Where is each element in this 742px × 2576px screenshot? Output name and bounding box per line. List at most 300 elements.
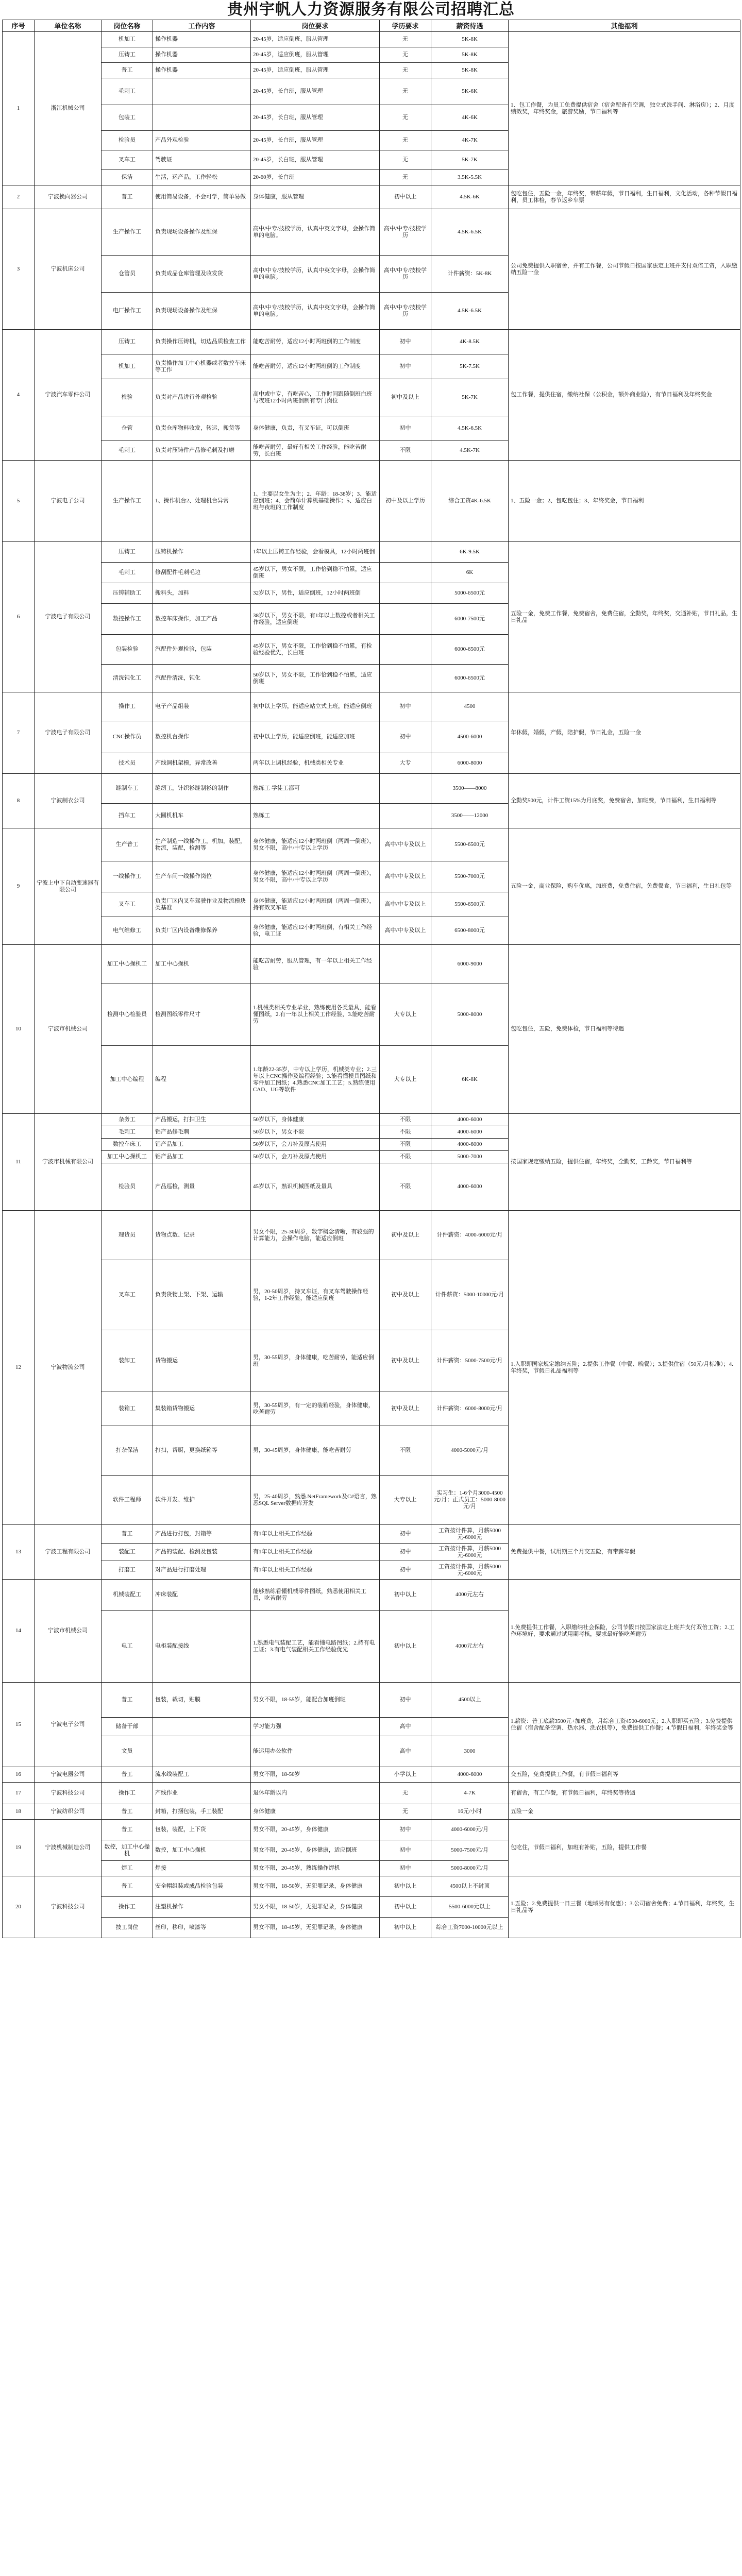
position-name: 加工中心操机工: [102, 1151, 153, 1163]
company-name: 宁波科技公司: [35, 1876, 102, 1938]
salary: 5500-6000元以上: [431, 1897, 509, 1918]
position-name: 压铸工: [102, 47, 153, 63]
salary: 5K-8K: [431, 63, 509, 78]
salary: 6000-6500元: [431, 665, 509, 692]
position-requirement: 1.机械类相关专业毕业，熟练使用各类量具，能看懂图纸，2.有一年以上相关工作经验，3.能吃苦耐劳: [251, 984, 380, 1046]
education-requirement: [380, 945, 431, 984]
position-requirement: 38岁以下，男女不限，有1年以上数控或者相关工作经验，适应倒班: [251, 604, 380, 635]
position-name: 加工中心编程: [102, 1046, 153, 1114]
company-name: 宁波电子公司: [35, 461, 102, 542]
salary: 5K-7.5K: [431, 354, 509, 379]
work-content: 产线调机架模，异常改善: [153, 753, 251, 774]
row-number: 8: [3, 774, 35, 828]
education-requirement: 无: [380, 78, 431, 105]
table-row: [3, 1525, 740, 1544]
other-benefits: 公司免费提供入职宿舍，并有工作餐，公司节假日按国家法定上班并支付双倍工资，入职缴纳五险一金: [509, 209, 740, 330]
header-position: 岗位名称: [102, 20, 153, 32]
row-number: 18: [3, 1804, 35, 1820]
position-requirement: 能运用办公软件: [251, 1736, 380, 1767]
education-requirement: [380, 665, 431, 692]
position-name: 毛刺工: [102, 1126, 153, 1139]
work-content: 生活，运产品，工作轻松: [153, 170, 251, 185]
work-content: 加工中心操机: [153, 945, 251, 984]
position-name: 检验: [102, 379, 153, 416]
position-name: 装卸工: [102, 1330, 153, 1392]
position-name: 技术员: [102, 753, 153, 774]
table-row: [3, 209, 740, 256]
position-name: 生产操作工: [102, 461, 153, 542]
work-content: 焊接: [153, 1861, 251, 1876]
work-content: 负责现场设备操作及维保: [153, 293, 251, 330]
education-requirement: 无: [380, 105, 431, 131]
salary: 5000-8000元/月: [431, 1861, 509, 1876]
work-content: 注塑机操作: [153, 1897, 251, 1918]
other-benefits: 有宿舍，有工作餐，有节假日福利，年终奖等待遇: [509, 1783, 740, 1804]
education-requirement: 初中: [380, 1820, 431, 1840]
company-name: 宁波电子公司: [35, 1683, 102, 1767]
page-title: 贵州宇帆人力资源服务有限公司招聘汇总: [227, 1, 515, 18]
salary: 工资按计件算，月薪5000元-6000元: [431, 1525, 509, 1544]
other-benefits: 年休假，婚假，产假，陪护假，节日礼金，五险一金: [509, 692, 740, 774]
position-requirement: 有1年以上相关工作经验: [251, 1561, 380, 1580]
row-number: 9: [3, 828, 35, 945]
position-requirement: 1.熟悉电气装配工艺，能看懂电路图纸；2.持有电工证；3.有电气装配相关工作经验优先: [251, 1611, 380, 1683]
work-content: 负责货物上架、下架、运输: [153, 1260, 251, 1330]
education-requirement: 初中: [380, 354, 431, 379]
salary: 6K-9.5K: [431, 542, 509, 563]
education-requirement: [380, 583, 431, 604]
salary: 4K-8.5K: [431, 330, 509, 354]
work-content: 编程: [153, 1046, 251, 1114]
salary: 实习生：1-6个月3000-4500元/月；正式员工：5000-8000元/月: [431, 1476, 509, 1525]
position-requirement: 身体健康，能适应12小时两班倒（两周一倒班），男女不限，高中/中专以上学历: [251, 828, 380, 861]
education-requirement: 高中/中专及以上: [380, 892, 431, 917]
position-requirement: 能吃苦耐劳，适应12小时两班倒的工作制度: [251, 354, 380, 379]
header-requirement: 岗位要求: [251, 20, 380, 32]
position-requirement: 32岁以下，男性，适应倒班，12小时两班倒: [251, 583, 380, 604]
education-requirement: 初中及以上: [380, 1330, 431, 1392]
position-name: 装箱工: [102, 1392, 153, 1426]
work-content: 负责对产品进行外观检验: [153, 379, 251, 416]
salary: 16元/小时: [431, 1804, 509, 1820]
table-row: [3, 330, 740, 354]
work-content: 货物搬运: [153, 1330, 251, 1392]
other-benefits: 1.免费提供工作餐，入职缴纳社会保险，公司节假日按国家法定上班并支付双倍工资；2.工作环境好，要求通过试用期考核，要求最好能吃苦耐劳: [509, 1580, 740, 1683]
education-requirement: 高中/中专/技校学历: [380, 293, 431, 330]
position-name: 电气维修工: [102, 917, 153, 945]
work-content: 产线作业: [153, 1783, 251, 1804]
position-requirement: 男，20-50周岁，持叉车证，有叉车驾驶操作经验，1-2年工作经验，能适应倒班: [251, 1260, 380, 1330]
other-benefits: 五险一金: [509, 1804, 740, 1820]
work-content: 负责操作压铸机，切边品质检查工作: [153, 330, 251, 354]
work-content: 缝纫工，针织衫缝制衫的制作: [153, 774, 251, 804]
header-work: 工作内容: [153, 20, 251, 32]
salary: 4000元左右: [431, 1580, 509, 1611]
position-requirement: 20-45岁，适应倒班，服从管理: [251, 63, 380, 78]
page: [2, 0, 740, 1938]
position-requirement: 1、主要以女生为主；2、年龄：18-38岁；3、能适应倒班；4、会简单计算机基础操作；5、适应白班与夜班的工作制度: [251, 461, 380, 542]
education-requirement: 初中以上: [380, 1918, 431, 1938]
position-requirement: 退休年龄以内: [251, 1783, 380, 1804]
position-requirement: 50岁以下，男女不限，工作恰到稳不怕累，适应倒班: [251, 665, 380, 692]
salary: 4.5K-6.5K: [431, 209, 509, 256]
education-requirement: [380, 542, 431, 563]
work-content: 1、操作机台2、处理机台异常: [153, 461, 251, 542]
salary: 综合工资4K-6.5K: [431, 461, 509, 542]
position-name: 普工: [102, 1804, 153, 1820]
education-requirement: 大专以上: [380, 1046, 431, 1114]
work-content: [153, 105, 251, 131]
education-requirement: 初中: [380, 721, 431, 753]
salary: 3000: [431, 1736, 509, 1767]
table-row: [3, 774, 740, 804]
salary: 综合工资7000-10000元以上: [431, 1918, 509, 1938]
education-requirement: 初中: [380, 1840, 431, 1861]
position-name: 毛刺工: [102, 563, 153, 583]
position-requirement: 身体健康，服从管理: [251, 185, 380, 209]
work-content: 驾驶证: [153, 150, 251, 170]
position-name: 检测中心检验员: [102, 984, 153, 1046]
work-content: [153, 1736, 251, 1767]
education-requirement: 初中: [380, 1861, 431, 1876]
row-number: 10: [3, 945, 35, 1114]
position-requirement: 熟练工 学徒工都可: [251, 774, 380, 804]
salary: 4.5K-6.5K: [431, 416, 509, 441]
position-name: 毛刺工: [102, 78, 153, 105]
table-row: [3, 1783, 740, 1804]
position-name: CNC操作员: [102, 721, 153, 753]
position-requirement: 男女不限，18-50岁: [251, 1767, 380, 1783]
company-name: 宁波纺织公司: [35, 1804, 102, 1820]
company-name: 宁波物流公司: [35, 1211, 102, 1525]
work-content: 负责对压铸件产品修毛刺及打磨: [153, 441, 251, 461]
table-row: [3, 185, 740, 209]
table-row: [3, 1804, 740, 1820]
salary: 6000-7500元: [431, 604, 509, 635]
table-row: [3, 945, 740, 984]
position-name: 普工: [102, 185, 153, 209]
education-requirement: 大专: [380, 753, 431, 774]
header-row: [3, 20, 740, 32]
position-name: 打杂保洁: [102, 1426, 153, 1476]
position-requirement: 身体健康，能适应12小时两班倒，有相关工作经验，电工证: [251, 917, 380, 945]
company-name: 宁波电子有限公司: [35, 542, 102, 692]
education-requirement: 高中/中专/技校学历: [380, 209, 431, 256]
position-requirement: 高中或中专，有吃苦心，工作时间跟随倒班白班与夜班12小时两班倒制有专门岗位: [251, 379, 380, 416]
other-benefits: 1.薪资：普工底薪3500元+加班费，月综合工资4500-6000元；2.入职即买五险；3.免费提供住宿（宿舍配备空调、热水器、洗衣机等），免费提供工作餐；4.节假日福利，年终奖金等: [509, 1683, 740, 1767]
salary: 5000-7500元/月: [431, 1840, 509, 1861]
salary: 3.5K-5.5K: [431, 170, 509, 185]
position-name: 电工: [102, 1611, 153, 1683]
education-requirement: 无: [380, 47, 431, 63]
row-number: 15: [3, 1683, 35, 1767]
other-benefits: 交五险，免费提供工作餐，有节假日福利等: [509, 1767, 740, 1783]
position-requirement: 熟练工: [251, 804, 380, 828]
education-requirement: 无: [380, 32, 431, 47]
position-name: 缝制车工: [102, 774, 153, 804]
work-content: 压铸机操作: [153, 542, 251, 563]
position-name: 电厂操作工: [102, 293, 153, 330]
table-row: [3, 1683, 740, 1718]
position-name: 操作工: [102, 1897, 153, 1918]
work-content: 操作机器: [153, 32, 251, 47]
position-name: 普工: [102, 1820, 153, 1840]
position-name: 软件工程师: [102, 1476, 153, 1525]
position-name: 机械装配工: [102, 1580, 153, 1611]
company-name: 宁波上中下自动变速器有限公司: [35, 828, 102, 945]
position-name: 普工: [102, 1876, 153, 1897]
work-content: 负责仓库物料收发，转运，搬货等: [153, 416, 251, 441]
salary: 4.5K-6K: [431, 185, 509, 209]
education-requirement: 高中/中专/技校学历: [380, 256, 431, 293]
work-content: 负责操作加工中心机器或者数控车床等工作: [153, 354, 251, 379]
company-name: 宁波市机械有限公司: [35, 1114, 102, 1211]
work-content: 集装箱货物搬运: [153, 1392, 251, 1426]
work-content: 对产品进行打磨处理: [153, 1561, 251, 1580]
work-content: 搬料头，加料: [153, 583, 251, 604]
salary: 4000-6000: [431, 1163, 509, 1211]
education-requirement: 初中以上: [380, 1580, 431, 1611]
salary: 4K-7K: [431, 131, 509, 150]
education-requirement: 无: [380, 1783, 431, 1804]
salary: 工资按计件算，月薪5000元-6000元: [431, 1561, 509, 1580]
education-requirement: 不限: [380, 1426, 431, 1476]
position-name: 装配工: [102, 1544, 153, 1561]
table-row: [3, 461, 740, 542]
position-requirement: 身体健康，能适应12小时两班倒（两周一倒班），男女不限，高中/中专以上学历: [251, 861, 380, 892]
row-number: 1: [3, 32, 35, 185]
work-content: 电子产品组装: [153, 692, 251, 721]
work-content: 铝产品加工: [153, 1151, 251, 1163]
education-requirement: 初中及以上: [380, 379, 431, 416]
position-requirement: 能够熟练看懂机械零件图纸，熟悉使用相关工具，吃苦耐劳: [251, 1580, 380, 1611]
row-number: 6: [3, 542, 35, 692]
row-number: 19: [3, 1820, 35, 1876]
education-requirement: 小学以上: [380, 1767, 431, 1783]
salary: 计件薪资：5000-10000元/月: [431, 1260, 509, 1330]
position-requirement: 1年以上压铸工作经验，会看模具，12小时两班倒: [251, 542, 380, 563]
salary: [431, 1718, 509, 1736]
salary: 4000-6000: [431, 1767, 509, 1783]
position-name: 生产普工: [102, 828, 153, 861]
position-requirement: 男，25-40周岁，熟悉.NetFramework及C#语言，熟悉SQL Server数据库开发: [251, 1476, 380, 1525]
work-content: 软件开发、维护: [153, 1476, 251, 1525]
education-requirement: [380, 635, 431, 665]
position-requirement: 45岁以下，男女不限，工作恰到稳不怕累，适应倒班: [251, 563, 380, 583]
work-content: [153, 1718, 251, 1736]
position-name: 叉车工: [102, 892, 153, 917]
position-name: 包装工: [102, 105, 153, 131]
table-row: [3, 542, 740, 563]
salary: 4000-6000: [431, 1139, 509, 1151]
salary: 6000-6500元: [431, 635, 509, 665]
row-number: 11: [3, 1114, 35, 1211]
work-content: 负责厂区内叉车驾驶作业及物流模块类基准: [153, 892, 251, 917]
salary: 6K-8K: [431, 1046, 509, 1114]
other-benefits: 包工作餐，提供住宿，缴纳社保（公积金，额外商业险），有节日福利及年终奖金: [509, 330, 740, 461]
education-requirement: 高中/中专及以上: [380, 828, 431, 861]
position-name: 压铸工: [102, 330, 153, 354]
position-requirement: 男女不限，20-45岁，身体健康，适应倒班: [251, 1840, 380, 1861]
work-content: 使用简易设备，不会可学，简单易做: [153, 185, 251, 209]
table-row: [3, 1211, 740, 1260]
work-content: 打扫，帮厨，更换纸箱等: [153, 1426, 251, 1476]
header-company: 单位名称: [35, 20, 102, 32]
position-requirement: 1.年龄22-35岁，中专以上学历，机械类专业；2.三年以上CNC操作及编程经验；3.能看懂模具图纸和零件加工图纸；4.熟悉CNC加工工艺；5.熟练使用CAD、UG等软件: [251, 1046, 380, 1114]
position-requirement: 20-45岁，长白班，服从管理: [251, 131, 380, 150]
other-benefits: 全勤奖500元，计件工资15%为月底奖，免费宿舍，加班费，节日福利，生日福利等: [509, 774, 740, 828]
position-name: 机加工: [102, 354, 153, 379]
row-number: 16: [3, 1767, 35, 1783]
position-name: 技工岗位: [102, 1918, 153, 1938]
work-content: 负责成品仓库管理及收发货: [153, 256, 251, 293]
row-number: 5: [3, 461, 35, 542]
salary: 4000-6000元/月: [431, 1820, 509, 1840]
work-content: 汽配件外观检验，包装: [153, 635, 251, 665]
education-requirement: [380, 774, 431, 804]
other-benefits: 1、包工作餐，为员工免费提供宿舍（宿舍配备有空调，独立式洗手间、淋浴房）；2、月度绩效奖，年终奖金，旅游奖励，节日福利等: [509, 32, 740, 185]
position-requirement: 20-60岁，长白班: [251, 170, 380, 185]
position-name: 储备干部: [102, 1718, 153, 1736]
position-name: 一线操作工: [102, 861, 153, 892]
company-name: 宁波科技公司: [35, 1783, 102, 1804]
education-requirement: 无: [380, 63, 431, 78]
position-requirement: 20-45岁，适应倒班，服从管理: [251, 47, 380, 63]
position-requirement: 45岁以下，熟识机械图纸及量具: [251, 1163, 380, 1211]
position-requirement: 50岁以下，男女不限: [251, 1126, 380, 1139]
position-name: 毛刺工: [102, 441, 153, 461]
table-row: [3, 692, 740, 721]
company-name: 宁波市机械公司: [35, 945, 102, 1114]
row-number: 2: [3, 185, 35, 209]
company-name: 宁波换向器公司: [35, 185, 102, 209]
salary: 6500-8000元: [431, 917, 509, 945]
salary: 6K: [431, 563, 509, 583]
education-requirement: 初中及以上学历: [380, 461, 431, 542]
other-benefits: 按国家规定缴纳五险，提供住宿，年终奖，全勤奖，工龄奖，节日福利等: [509, 1114, 740, 1211]
salary: 4000元左右: [431, 1611, 509, 1683]
position-requirement: 45岁以下，男女不限，工作恰到稳不怕累，有检验经验优先，长白班: [251, 635, 380, 665]
position-requirement: 能吃苦耐劳，适应12小时两班倒的工作制度: [251, 330, 380, 354]
work-content: 产品的装配、检测及包装: [153, 1544, 251, 1561]
salary: 5K-7K: [431, 150, 509, 170]
row-number: 20: [3, 1876, 35, 1938]
work-content: 冲床装配: [153, 1580, 251, 1611]
position-requirement: 男，30-55周岁，身体健康，吃苦耐劳，能适应倒班: [251, 1330, 380, 1392]
salary: 计件薪资：5K-8K: [431, 256, 509, 293]
header-no: 序号: [3, 20, 35, 32]
education-requirement: [380, 563, 431, 583]
education-requirement: 无: [380, 1804, 431, 1820]
position-requirement: 高中/中专/技校学历，认真中英文字母，会操作简单的电脑。: [251, 293, 380, 330]
work-content: 安全帽组装或成品检验包装: [153, 1876, 251, 1897]
work-content: 负责厂区内设备维修保养: [153, 917, 251, 945]
company-name: 宁波机床公司: [35, 209, 102, 330]
education-requirement: 初中以上: [380, 1611, 431, 1683]
education-requirement: 高中/中专及以上: [380, 917, 431, 945]
other-benefits: 包吃住，节假日福利，加班有补贴，五险，提供工作餐: [509, 1820, 740, 1876]
work-content: 大圆机机车: [153, 804, 251, 828]
salary: 4.5K-7K: [431, 441, 509, 461]
education-requirement: 初中: [380, 1544, 431, 1561]
position-requirement: 男女不限，18-55岁，能配合加班倒班: [251, 1683, 380, 1718]
table-row: [3, 828, 740, 861]
work-content: 检测图纸零件尺寸: [153, 984, 251, 1046]
education-requirement: 不限: [380, 1163, 431, 1211]
work-content: 操作机器: [153, 63, 251, 78]
position-requirement: 男女不限，18-50岁，无犯罪记录，身体健康: [251, 1897, 380, 1918]
education-requirement: 不限: [380, 1114, 431, 1126]
position-name: 操作工: [102, 1783, 153, 1804]
position-name: 杂务工: [102, 1114, 153, 1126]
work-content: 产品搬运，打扫卫生: [153, 1114, 251, 1126]
position-requirement: 高中/中专/技校学历，认真中英文字母，会操作简单的电脑。: [251, 209, 380, 256]
work-content: 包装，裁切，贴膜: [153, 1683, 251, 1718]
education-requirement: 高中: [380, 1718, 431, 1736]
salary: 计件薪资：6000-8000元/月: [431, 1392, 509, 1426]
work-content: 电柜装配接线: [153, 1611, 251, 1683]
position-name: 数控车床工: [102, 1139, 153, 1151]
salary: 5000-7000: [431, 1151, 509, 1163]
salary: 4K-6K: [431, 105, 509, 131]
work-content: 生产制造一线操作工，机加，装配，物流，装配，检测等: [153, 828, 251, 861]
salary: 3500——12000: [431, 804, 509, 828]
table-row: [3, 1876, 740, 1897]
table-row: [3, 1767, 740, 1783]
work-content: 产品巡检，测量: [153, 1163, 251, 1211]
recruitment-table: [2, 20, 740, 1938]
position-name: 仓管: [102, 416, 153, 441]
position-requirement: 20-45岁，适应倒班，服从管理: [251, 32, 380, 47]
header-benefits: 其他福利: [509, 20, 740, 32]
position-requirement: 身体健康，能适应12小时两班倒（两周一倒班），持有效叉车证: [251, 892, 380, 917]
salary: 4500以上: [431, 1683, 509, 1718]
salary: 4-7K: [431, 1783, 509, 1804]
position-name: 压铸工: [102, 542, 153, 563]
education-requirement: 大专以上: [380, 984, 431, 1046]
table-row: [3, 1580, 740, 1611]
salary: 5500-6500元: [431, 828, 509, 861]
salary: 4500以上不封顶: [431, 1876, 509, 1897]
row-number: 7: [3, 692, 35, 774]
work-content: 生产车间一线操作岗位: [153, 861, 251, 892]
position-name: 检验员: [102, 1163, 153, 1211]
work-content: 修刮配件毛刺毛边: [153, 563, 251, 583]
education-requirement: 高中/中专及以上: [380, 861, 431, 892]
position-requirement: 身体健康: [251, 1804, 380, 1820]
work-content: [153, 78, 251, 105]
position-requirement: 男女不限，20-45岁，身体健康: [251, 1820, 380, 1840]
work-content: 铝产品修毛刺: [153, 1126, 251, 1139]
header-salary: 薪资待遇: [431, 20, 509, 32]
work-content: 包装，装配，上下货: [153, 1820, 251, 1840]
education-requirement: 初中及以上: [380, 1260, 431, 1330]
salary: 4000-6000: [431, 1114, 509, 1126]
company-name: 宁波电子有限公司: [35, 692, 102, 774]
position-name: 叉车工: [102, 1260, 153, 1330]
salary: 6000-9000: [431, 945, 509, 984]
position-name: 文员: [102, 1736, 153, 1767]
salary: 5000-6500元: [431, 583, 509, 604]
salary: 4500-6000: [431, 721, 509, 753]
position-requirement: 初中以上学历，能适应倒班，能适应加班: [251, 721, 380, 753]
position-name: 普工: [102, 1525, 153, 1544]
work-content: 数控机台操作: [153, 721, 251, 753]
work-content: 负责现场设备操作及维保: [153, 209, 251, 256]
position-requirement: 身体健康，负责，有叉车证，可以倒班: [251, 416, 380, 441]
salary: 5K-7K: [431, 379, 509, 416]
education-requirement: 不限: [380, 441, 431, 461]
